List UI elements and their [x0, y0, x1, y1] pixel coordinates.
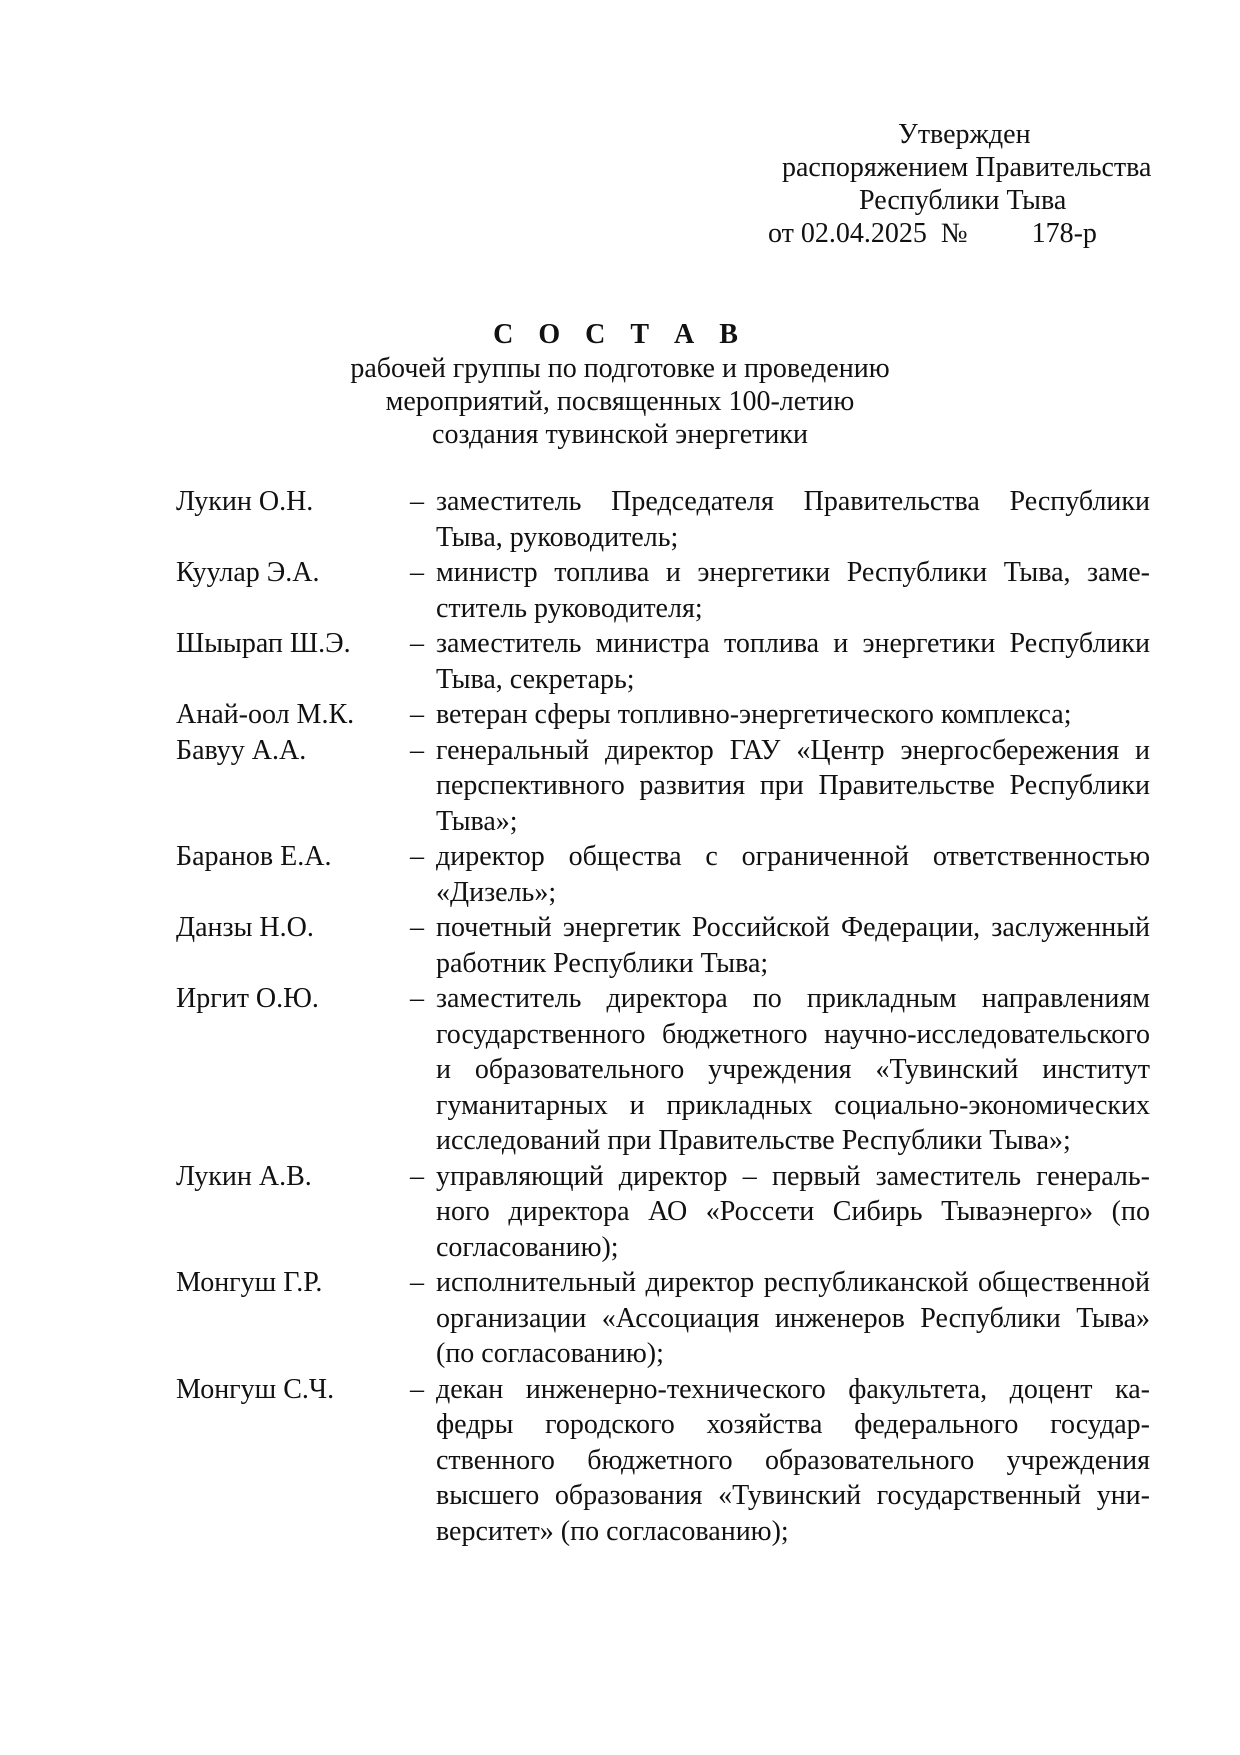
member-dash: – — [410, 486, 424, 517]
member-row — [176, 555, 1150, 626]
member-name: Анай-оол М.К. — [176, 699, 355, 730]
member-dash: – — [410, 1373, 424, 1405]
approval-number: 178-р — [1031, 218, 1097, 249]
title-line-3: создания тувинской энергетики — [432, 419, 808, 450]
member-name: Иргит О.Ю. — [176, 983, 319, 1014]
member-description: заместитель директора по прикладным направлениям государственного бюджетного научно-исследовательского и образовательного учреждения «Тувинский институт гуманитарных и прикладных социально-экономических исследований при Правительстве Республики Тыва»; — [436, 983, 1150, 1156]
approval-date: от 02.04.2025 — [768, 218, 927, 249]
member-row — [176, 1159, 1150, 1266]
member-description: ветеран сферы топливно-энергетического комплекса; — [436, 699, 1072, 730]
title-line-1: рабочей группы по подготовке и проведению — [350, 353, 890, 384]
member-description: заместитель министра топлива и энергетики Республики Тыва, секретарь; — [436, 628, 1150, 695]
members-list — [176, 484, 1150, 1549]
member-dash: – — [410, 557, 424, 588]
member-row — [176, 697, 1150, 733]
document-title — [0, 318, 1240, 451]
member-name: Бавуу А.А. — [176, 734, 307, 766]
member-description: декан инженерно-технического факультета, доцент кафедры городского хозяйства федерального государственного бюджетного образовательного учреждения высшего образования «Тувинский государственный университет» (по согласованию); — [436, 1373, 1150, 1547]
member-row — [176, 484, 1150, 555]
approval-line-approved: Утвержден — [898, 119, 1031, 150]
member-row — [176, 626, 1150, 697]
member-name: Лукин А.В. — [176, 1160, 312, 1192]
member-dash: – — [410, 1267, 424, 1298]
member-name: Лукин О.Н. — [176, 486, 314, 517]
member-name: Данзы Н.О. — [176, 912, 314, 943]
member-dash: – — [410, 628, 424, 659]
member-dash: – — [410, 699, 424, 730]
member-row — [176, 733, 1150, 840]
member-name: Куулар Э.А. — [176, 557, 320, 588]
member-dash: – — [410, 841, 424, 872]
approval-line-date-number — [760, 217, 1190, 250]
member-description: заместитель Председателя Правительства Республики Тыва, руководитель; — [436, 486, 1150, 553]
title-line-2: мероприятий, посвященных 100-летию — [385, 386, 855, 417]
member-dash: – — [410, 912, 424, 943]
member-name: Шыырап Ш.Э. — [176, 628, 351, 659]
approval-line-republic: Республики Тыва — [859, 185, 1067, 216]
member-name: Монгуш Г.Р. — [176, 1267, 323, 1298]
member-row — [176, 839, 1150, 910]
approval-stamp — [760, 118, 1190, 250]
approval-number-sign: № — [940, 218, 968, 249]
member-description: управляющий директор – первый заместитель генерального директора АО «Россети Сибирь Тываэнерго» (по согласованию); — [436, 1160, 1150, 1263]
member-name: Монгуш С.Ч. — [176, 1373, 335, 1405]
member-row — [176, 1265, 1150, 1372]
member-dash: – — [410, 1160, 424, 1192]
member-dash: – — [410, 734, 424, 766]
member-row — [176, 981, 1150, 1159]
member-row — [176, 1372, 1150, 1550]
approval-line-order: распоряжением Правительства — [782, 152, 1152, 183]
member-row — [176, 910, 1150, 981]
member-description: почетный энергетик Российской Федерации, заслуженный работник Республики Тыва; — [436, 912, 1150, 979]
title-heading: С О С Т А В — [493, 319, 747, 350]
member-name: Баранов Е.А. — [176, 841, 332, 872]
member-description: министр топлива и энергетики Республики Тыва, заместитель руководителя; — [436, 557, 1150, 624]
member-description: исполнительный директор республиканской общественной организации «Ассоциация инженеров Республики Тыва» (по согласованию); — [436, 1267, 1150, 1369]
member-dash: – — [410, 983, 424, 1014]
member-description: генеральный директор ГАУ «Центр энергосбережения и перспективного развития при Правительстве Республики Тыва»; — [436, 734, 1150, 837]
member-description: директор общества с ограниченной ответственностью «Дизель»; — [436, 841, 1150, 908]
